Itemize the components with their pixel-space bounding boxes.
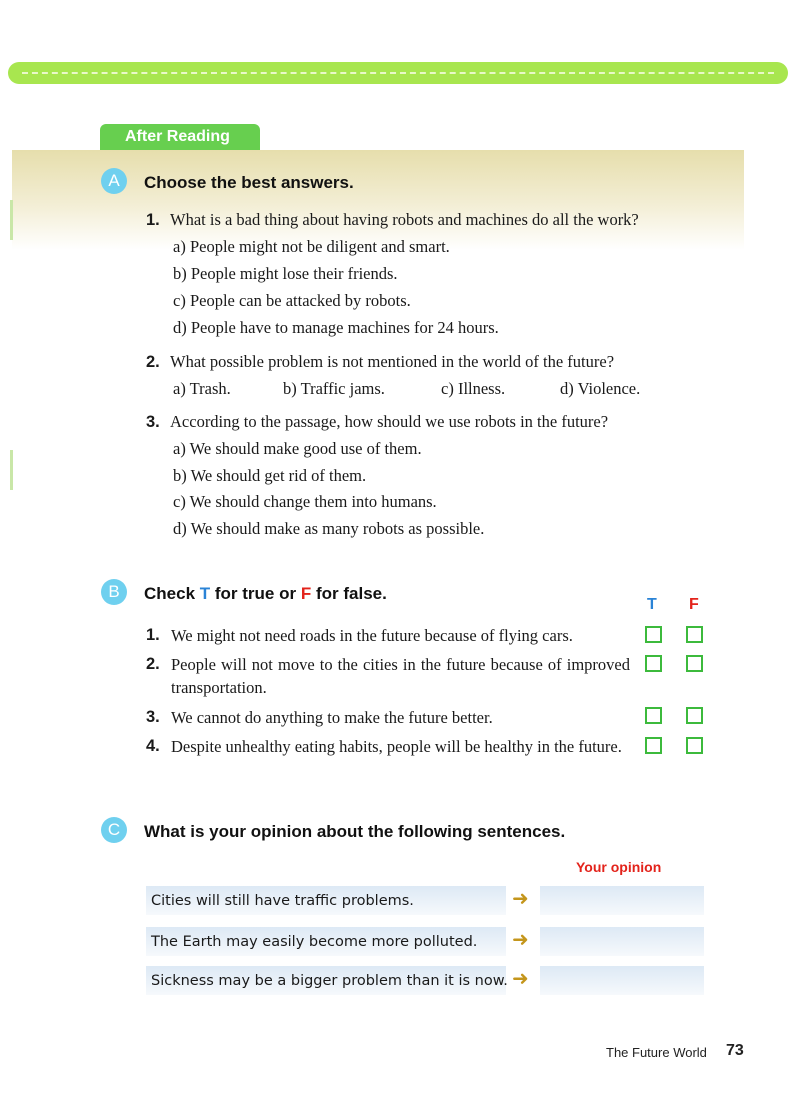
statement-3: 3. We cannot do anything to make the future better. (146, 708, 493, 727)
true-checkbox[interactable] (645, 737, 662, 754)
opinion-input[interactable] (540, 927, 704, 956)
opinion-sentence: The Earth may easily become more polluted. (146, 927, 506, 956)
margin-mark (10, 200, 13, 240)
statement-2: 2. People will not move to the cities in the future because of improved transportation. (146, 655, 630, 697)
section-a-icon: A (101, 168, 127, 194)
false-checkbox[interactable] (686, 707, 703, 724)
section-a-title: Choose the best answers. (144, 173, 354, 192)
decorative-header-band (8, 62, 788, 84)
question-1 (146, 210, 639, 230)
question-number: 2. (146, 353, 160, 371)
section-c-icon: C (101, 817, 127, 843)
your-opinion-header: Your opinion (576, 859, 662, 875)
section-c-title: What is your opinion about the following sentences. (144, 822, 566, 841)
chapter-title: The Future World (606, 1045, 707, 1060)
margin-mark (10, 450, 13, 490)
true-column-header: T (647, 596, 657, 613)
opinion-input[interactable] (540, 966, 704, 995)
option[interactable]: b) We should get rid of them. (173, 466, 367, 485)
opinion-input[interactable] (540, 886, 704, 915)
option[interactable]: c) People can be attacked by robots. (173, 291, 411, 310)
question-2 (146, 352, 614, 372)
statement-4: 4. Despite unhealthy eating habits, people will be healthy in the future. (146, 737, 622, 756)
option[interactable]: d) People have to manage machines for 24 hours. (173, 318, 499, 337)
opinion-sentence: Sickness may be a bigger problem than it is now. (146, 966, 506, 995)
section-a-background (12, 150, 744, 250)
option[interactable]: b) People might lose their friends. (173, 264, 398, 283)
arrow-right-icon: ➜ (512, 886, 529, 910)
option[interactable]: c) Illness. (441, 379, 506, 398)
option[interactable]: d) Violence. (560, 379, 641, 398)
question-number: 1. (146, 211, 160, 229)
page-number: 73 (726, 1042, 744, 1059)
arrow-right-icon: ➜ (512, 927, 529, 951)
statement-1: 1. We might not need roads in the future because of flying cars. (146, 626, 573, 645)
after-reading-tab: After Reading (100, 124, 260, 150)
question-text: According to the passage, how should we use robots in the future? (170, 412, 609, 431)
section-b-title: Check T for true or F for false. (144, 584, 387, 603)
true-checkbox[interactable] (645, 655, 662, 672)
question-3 (146, 412, 608, 432)
false-column-header: F (689, 596, 699, 613)
false-checkbox[interactable] (686, 626, 703, 643)
question-number: 3. (146, 413, 160, 431)
arrow-right-icon: ➜ (512, 966, 529, 990)
false-checkbox[interactable] (686, 655, 703, 672)
option[interactable]: b) Traffic jams. (283, 379, 385, 398)
true-checkbox[interactable] (645, 626, 662, 643)
option[interactable]: a) We should make good use of them. (173, 439, 422, 458)
option[interactable]: c) We should change them into humans. (173, 492, 437, 511)
opinion-sentence: Cities will still have traffic problems. (146, 886, 506, 915)
section-b-icon: B (101, 579, 127, 605)
option[interactable]: a) People might not be diligent and smart. (173, 237, 450, 256)
true-checkbox[interactable] (645, 707, 662, 724)
option[interactable]: d) We should make as many robots as possible. (173, 519, 485, 538)
option[interactable]: a) Trash. (173, 379, 231, 398)
false-checkbox[interactable] (686, 737, 703, 754)
question-text: What is a bad thing about having robots and machines do all the work? (170, 210, 639, 229)
question-text: What possible problem is not mentioned in the world of the future? (170, 352, 615, 371)
